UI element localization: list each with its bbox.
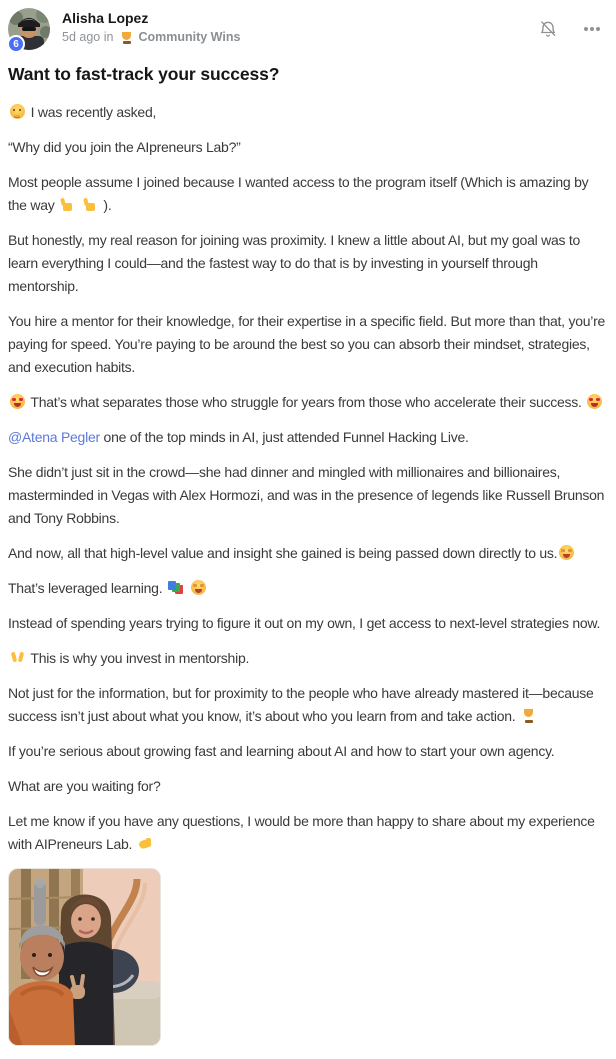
post-paragraph: She didn’t just sit in the crowd—she had dinner and mingled with millionaires and billionaires, masterminded in Vegas with Alex Hormozi, and was in the presence of legends like Russell Brunson and Tony Robbins. (8, 464, 605, 526)
post-paragraph: I was recently asked, (8, 101, 608, 124)
post-body (8, 101, 608, 856)
post-title: Want to fast-track your success? (8, 64, 280, 84)
post-paragraph: But honestly, my real reason for joining was proximity. I knew a little about AI, but my goal was to learn everything I could—and the fastest way to do that is by investing in yourself through mentorship. (8, 232, 581, 294)
post-meta (62, 30, 536, 44)
timestamp: 5d ago in (62, 30, 114, 44)
post-paragraph: What are you waiting for? (8, 778, 161, 794)
heart-eyes-emoji (10, 394, 25, 409)
post-paragraph: Let me know if you have any questions, I would be more than happy to share about my experience with AIPreneurs Lab. (8, 813, 595, 852)
post-paragraph: That’s leveraged learning. (8, 577, 608, 600)
post-paragraph: This is why you invest in mentorship. (8, 647, 608, 670)
trophy-emoji (521, 708, 536, 723)
star-struck-emoji (559, 545, 574, 560)
avatar[interactable] (8, 8, 50, 50)
level-badge: 6 (7, 35, 25, 53)
more-options-button[interactable] (582, 25, 602, 33)
post-paragraph: @Atena Pegler one of the top minds in AI, just attended Funnel Hacking Live. (8, 429, 469, 445)
selfie-photo-graphic (9, 869, 161, 1046)
heart-eyes-emoji (587, 394, 602, 409)
post-photo[interactable] (8, 868, 161, 1046)
trophy-icon (119, 31, 132, 44)
author-name[interactable]: Alisha Lopez (62, 10, 149, 26)
muscle-emoji (138, 836, 153, 851)
header-text (62, 8, 536, 44)
thumbs-up-emoji (83, 197, 98, 212)
post-paragraph: You hire a mentor for their knowledge, for their expertise in a specific field. But more than that, you’re paying for speed. You’re paying to be around the best so you can absorb their mindset, strategies, and execution habits. (8, 313, 606, 375)
star-struck-emoji (191, 580, 206, 595)
post-paragraph: That’s what separates those who struggle for years from those who accelerate their success. (8, 391, 608, 414)
books-emoji (168, 580, 183, 595)
post-paragraph: If you’re serious about growing fast and learning about AI and how to start your own agency. (8, 743, 555, 759)
post-paragraph: Not just for the information, but for proximity to the people who have already mastered it—because success isn’t just about what you know, it’s about who you learn from and take action. (8, 685, 594, 724)
notifications-off-button[interactable] (536, 16, 560, 42)
post-paragraph: Instead of spending years trying to figure it out on my own, I get access to next-level strategies now. (8, 615, 601, 631)
category-link[interactable]: Community Wins (138, 30, 241, 44)
thinking-emoji (10, 104, 25, 119)
header-actions (536, 8, 608, 42)
post-paragraph: And now, all that high-level value and insight she gained is being passed down directly to us. (8, 542, 608, 565)
post-paragraph: Most people assume I joined because I wanted access to the program itself (Which is amazing by the way ). (8, 174, 589, 213)
bell-off-icon (538, 18, 558, 40)
post-header (8, 8, 608, 50)
ellipsis-icon (584, 27, 588, 31)
thumbs-up-emoji (60, 197, 75, 212)
mention-link[interactable]: @Atena Pegler (8, 429, 100, 445)
raising-hands-emoji (10, 650, 25, 665)
post-paragraph: “Why did you join the AIpreneurs Lab?” (8, 139, 241, 155)
